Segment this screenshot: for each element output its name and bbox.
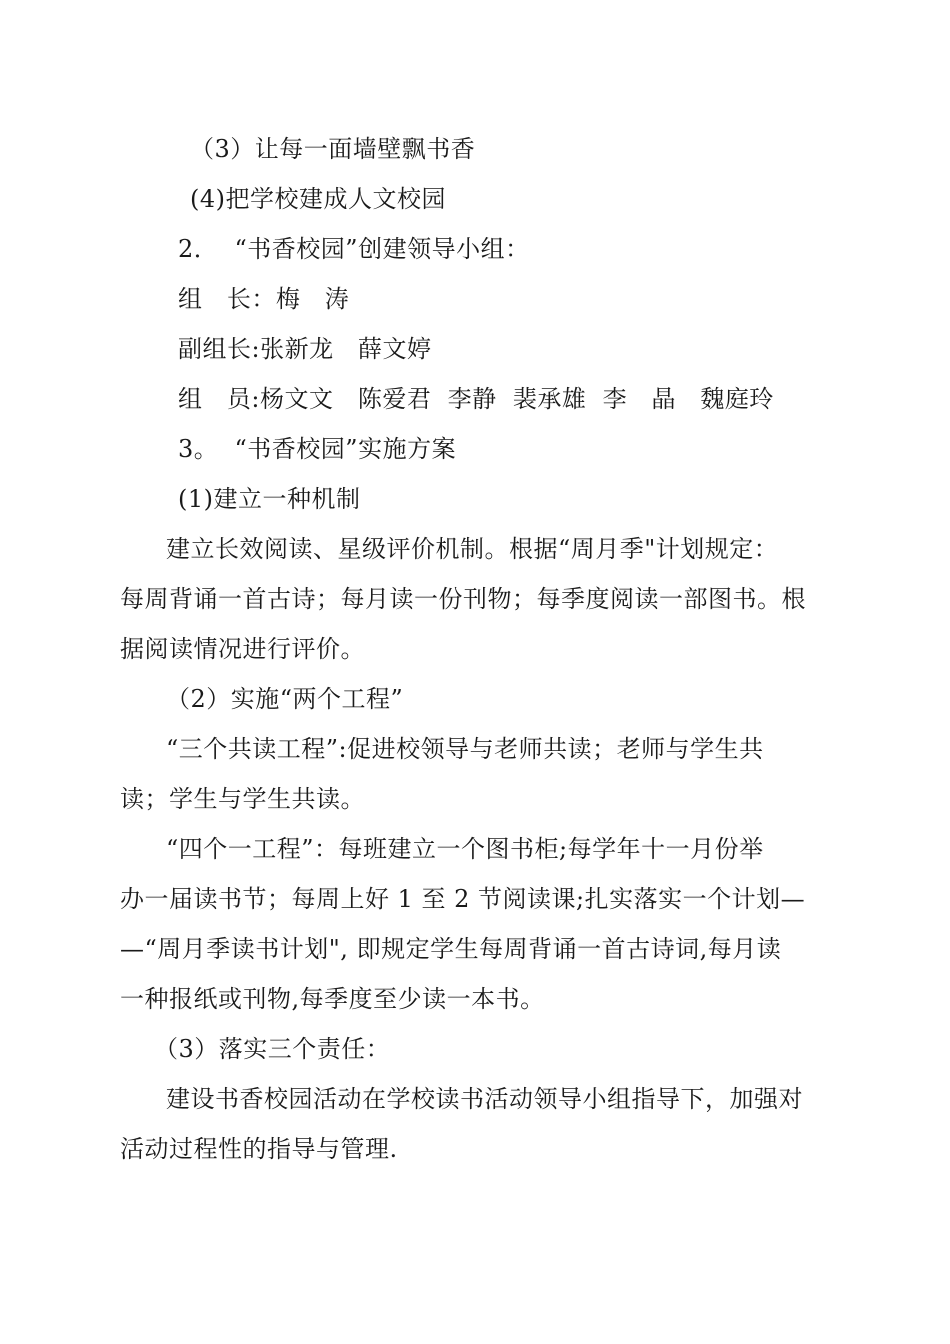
subheading-two-projects: （2）实施“两个工程” (166, 685, 404, 713)
paragraph-line: 每周背诵一首古诗；每月读一份刊物；每季度阅读一部图书。根 (120, 585, 806, 613)
leader-line: 组 长：梅 涛 (178, 285, 350, 313)
item-wall-fragrance: （3）让每一面墙壁飘书香 (190, 135, 476, 163)
paragraph-line: “三个共读工程”:促进校领导与老师共读；老师与学生共 (166, 735, 764, 763)
item-humanistic-campus: (4)把学校建成人文校园 (190, 185, 446, 213)
paragraph-line: —“周月季读书计划", 即规定学生每周背诵一首古诗词,每月读 (120, 935, 782, 963)
members-line: 组 员:杨文文 陈爱君 李静 裴承雄 李 晶 魏庭玲 (178, 385, 774, 413)
paragraph-line: 一种报纸或刊物,每季度至少读一本书。 (120, 985, 545, 1013)
paragraph-line: 建设书香校园活动在学校读书活动领导小组指导下，加强对 (166, 1085, 803, 1113)
paragraph-line: 建立长效阅读、星级评价机制。根据“周月季"计划规定： (166, 535, 779, 563)
subheading-responsibilities: （3）落实三个责任： (154, 1035, 391, 1063)
paragraph-line: 办一届读书节；每周上好 1 至 2 节阅读课;扎实落实一个计划— (120, 885, 806, 913)
section-heading-plan: 3。 “书香校园”实施方案 (178, 435, 457, 463)
paragraph-line: “四个一工程”：每班建立一个图书柜;每学年十一月份举 (166, 835, 764, 863)
deputy-leader-line: 副组长:张新龙 薛文婷 (178, 335, 432, 363)
subheading-mechanism: (1)建立一种机制 (178, 485, 361, 513)
section-heading-leadership: 2． “书香校园”创建领导小组： (178, 235, 530, 263)
paragraph-line: 活动过程性的指导与管理. (120, 1135, 398, 1163)
paragraph-line: 读；学生与学生共读。 (120, 785, 365, 813)
paragraph-line: 据阅读情况进行评价。 (120, 635, 365, 663)
